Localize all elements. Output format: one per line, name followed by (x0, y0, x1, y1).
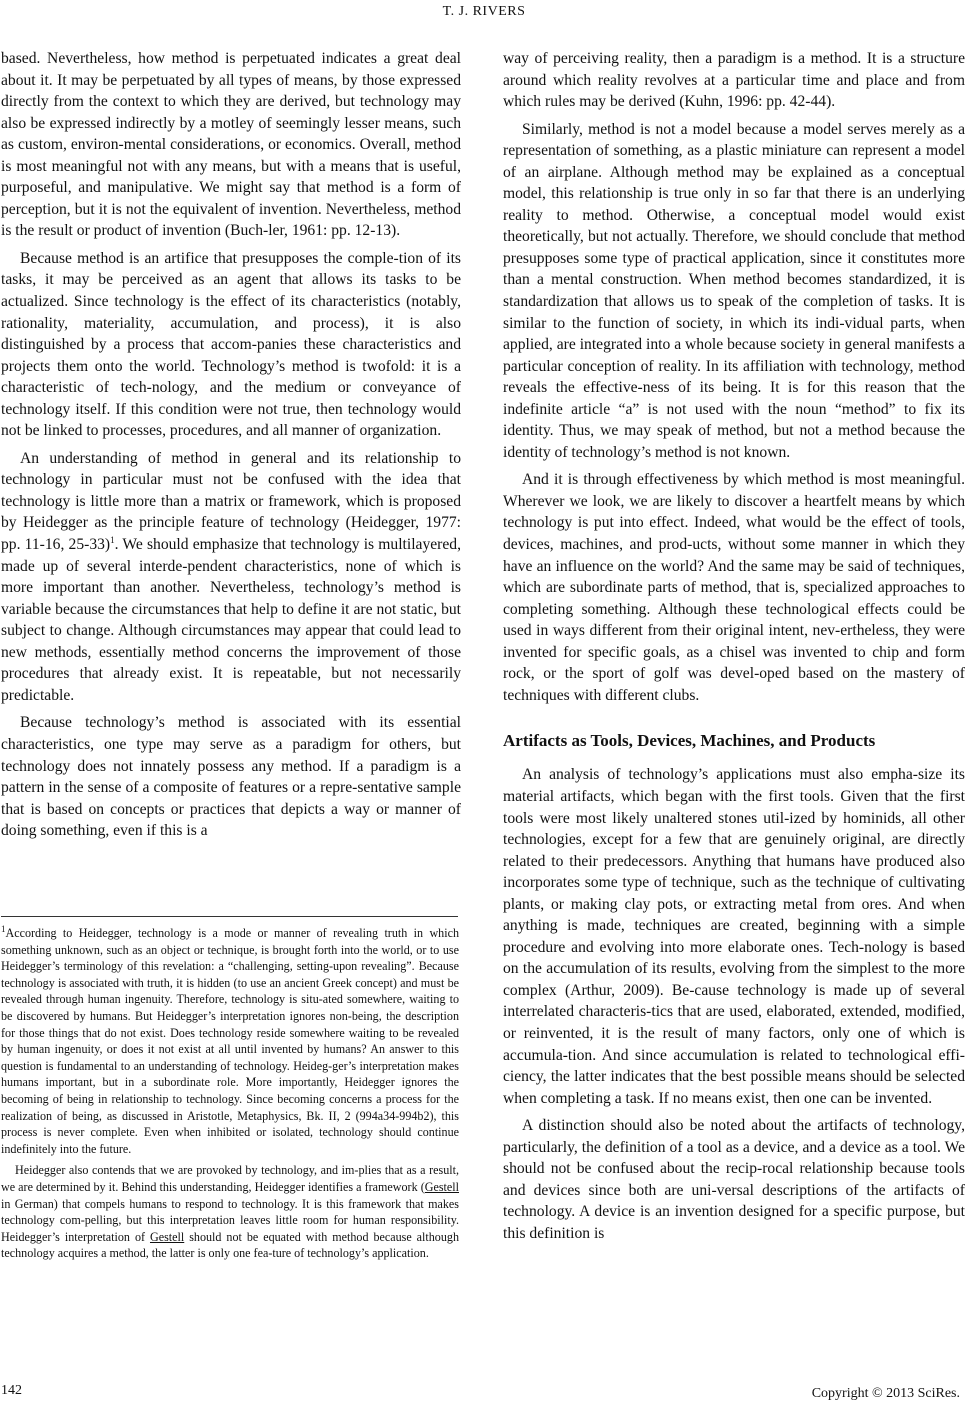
body-paragraph: Because method is an artifice that presupposes the comple-tion of its tasks, it may be perceived as an agent that allows its tasks to be actualized. Since technology is the effect of its characteristics (notably, rationality, materiality, accumulation, and process), it is also distinguished by a process that accom-panies these characteristics and projects them onto the world. Technology’s method is twofold: it is a characteristic of tech-nology, and the medium or conveyance of technology itself. If this condition were not true, then technology would not be linked to processes, procedures, and all manner of organization. (1, 249, 461, 440)
body-paragraph: A distinction should also be noted about the artifacts of technology, particularly, the definition of a tool as a device, and a device as a tool. We should not be confused about the recip-rocal relationship because tools and devices since both are uni-versal descriptions of the artifacts of technology. A device is an invention designed for a specific purpose, but this definition is (503, 1117, 965, 1242)
footnote-paragraph (1, 925, 459, 1157)
running-title: T. J. RIVERS (442, 4, 526, 19)
gestell-term: Gestell (424, 1179, 459, 1194)
body-paragraph: An analysis of technology’s applications must also empha-size its material artifacts, which began with the first tools. Given that the first tools were most likely unaltered stones util-ized by hominids, all other technologies, except for a few that are genuinely original, are directly related to their predecessors. Anything that humans have produced also incorporates some type of technique, such as the technique of cultivating plants, or making clay pots, or extracting metal from ores. And when anything is made, techniques are created, beginning with a simple procedure and evolving into more elaborate ones. Tech-nology is based on the accumulation of its results, evolving from the simplest to the more complex (Arthur, 2009). Be-cause technology is made up of several interrelated characteris-tics that are used, elaborated, extended, modified, or reinvented, it is the result of many factors, only one of which is accumula-tion. And since accumulation is related to technological effi-ciency, the latter indicates that the best possible means should be selected when completing a task. If no means exist, then one can be invented. (503, 766, 965, 1107)
footnote-paragraph (1, 1162, 459, 1262)
right-column (503, 48, 965, 1244)
footnote (1, 925, 459, 1262)
paragraph-text: . We should emphasize that technology is multilayered, made up of several interde-pendent characteristics, none of which is more important than another. Nevertheless, technology’s method is variable because the circumstances that help to define it are not static, but subject to change. Although circumstances may appear that could lead to new methods, essentially method concerns the improvement of those procedures that already exist. It is repeatable, but not necessarily predictable. (1, 536, 461, 704)
body-paragraph: And it is through effectiveness by which method is most meaningful. Wherever we look, we are likely to discover a heartfelt means by which technology is put into effect. Indeed, what would be the effect of tools, devices, machines, and prod-ucts, without some manner in which they have an influence on the world? And the same may be said of techniques, which are subordinate parts of method, that is, specialized approaches to completing something. Although these technological effects could be used in ways different from their original intent, nev-ertheless, they were invented for specific goals, as a chisel was invented to chip and form rock, or the sport of golf was devel-oped based on the mastery of techniques with different clubs. (503, 471, 965, 704)
footnote-text: in German) that compels humans to respond to technology. It is this framework that makes technology com-pelling, but this interpretation leaves little room for human responsibility. Heidegger’s interpretation of (1, 1196, 459, 1244)
footnote-text: According to Heidegger, technology is a mode or manner of revealing truth in which something unknown, such as an object or technique, is brought forth into the world, or to use Heidegger’s terminology of this revelation: a “challenging, setting-upon revealing”. Because technology is associated with truth, it is hidden (to use an ancient Greek concept) and must be revealed through human ingenuity. Therefore, technology is situ-ated somewhere, waiting to be discovered by humans. But Heidegger’s interpretation ignores non-being, the description for those things that do not exist. Does technology reside somewhere waiting to be revealed by human ingenuity, or does it not exist at all until invented by humans? An answer to this question is fundamental to an understanding of technology. Heideg-ger’s interpretation makes humans important, but in a subordinate role. More importantly, Heidegger ignores the becoming of being in relationship to technology. Since becoming concerns a process for the realization of being, as discussed in Aristotle, Metaphysics, Bk. II, 2 (994a34-994b2), this process is never complete. Even when inhibited or isolated, technology should continue indefinitely into the future. (1, 926, 459, 1156)
body-paragraph: based. Nevertheless, how method is perpetuated indicates a great deal about it. It may be perpetuated by all types of means, by those expressed directly from the context to which they are derived, but technology may also be expressed indirectly by a motley of seemingly lesser means, such as custom, environ-mental considerations, or economics. Overall, method is most meaningful not with any means, but with a means that is useful, purposeful, and manipulative. We might say that method is a form of perception, but it is not the equivalent of invention. Nevertheless, method is the result or product of invention (Buch-ler, 1961: pp. 12-13). (1, 50, 461, 240)
page-number: 142 (1, 1383, 22, 1398)
paragraph-text: An understanding of method in general and its relationship to technology in particular must not be confused with the idea that technology is little more than a matrix or framework, which is proposed by Heidegger as the principle feature of technology (Heidegger, 1977: pp. 11-16, 25-33) (1, 449, 461, 554)
body-paragraph: Similarly, method is not a model because a model serves merely as a representation of something, as a plastic miniature can represent a model of an airplane. Although method may be explained as a conceptual model, this relationship is true only in so far that there is an underlying reality to method. Otherwise, a conceptual model would exist theoretically, but not actually. Therefore, we should conclude that method presupposes some type of practical application, since it constitutes more than a mental construction. When method becomes standardized, it is standardization that allows us to speak of the completion of tasks. It is similar to the function of society, in which its indi-vidual parts, when applied, are integrated into a whole because society in general manifests a particular conception of reality. In its affiliation with technology, method reveals the effective-ness of its being. It is for this reason that the indefinite article “a” is not used with the noun “method” to fix its identity. Thus, we may speak of method, but not a method because the identity of technology’s method is not known. (503, 120, 965, 461)
body-paragraph: Because technology’s method is associated with its essential characteristics, one type may serve as a paradigm for others, but technology does not innately possess any method. If a paradigm is a pattern in the sense of a composite of features or a repre-sentative sample that is based on concepts or practices that depicts a way or manner of doing something, even if this is a (1, 714, 461, 840)
footnote-reference: 1 (110, 534, 115, 545)
left-column (1, 48, 461, 842)
footnote-text: should not be equated with method because although technology acquires a method, the latter is only one fea-ture of technology’s application. (1, 1229, 459, 1261)
footnote-marker: 1 (1, 923, 6, 934)
section-heading: Artifacts as Tools, Devices, Machines, and Products (503, 731, 876, 751)
body-paragraph (1, 448, 461, 707)
footnote-text: Heidegger also contends that we are provoked by technology, and im-plies that as a result, we are determined by it. Behind this understanding, Heidegger identifies a framework ( (1, 1163, 459, 1194)
body-paragraph: way of perceiving reality, then a paradigm is a method. It is a structure around which reality revolves at a particular time and place and from which rules may be derived (Kuhn, 1996: pp. 42-44). (503, 50, 965, 111)
footnote-divider (1, 916, 458, 917)
copyright-notice: Copyright © 2013 SciRes. (811, 1386, 960, 1401)
gestell-term: Gestell (149, 1229, 185, 1244)
